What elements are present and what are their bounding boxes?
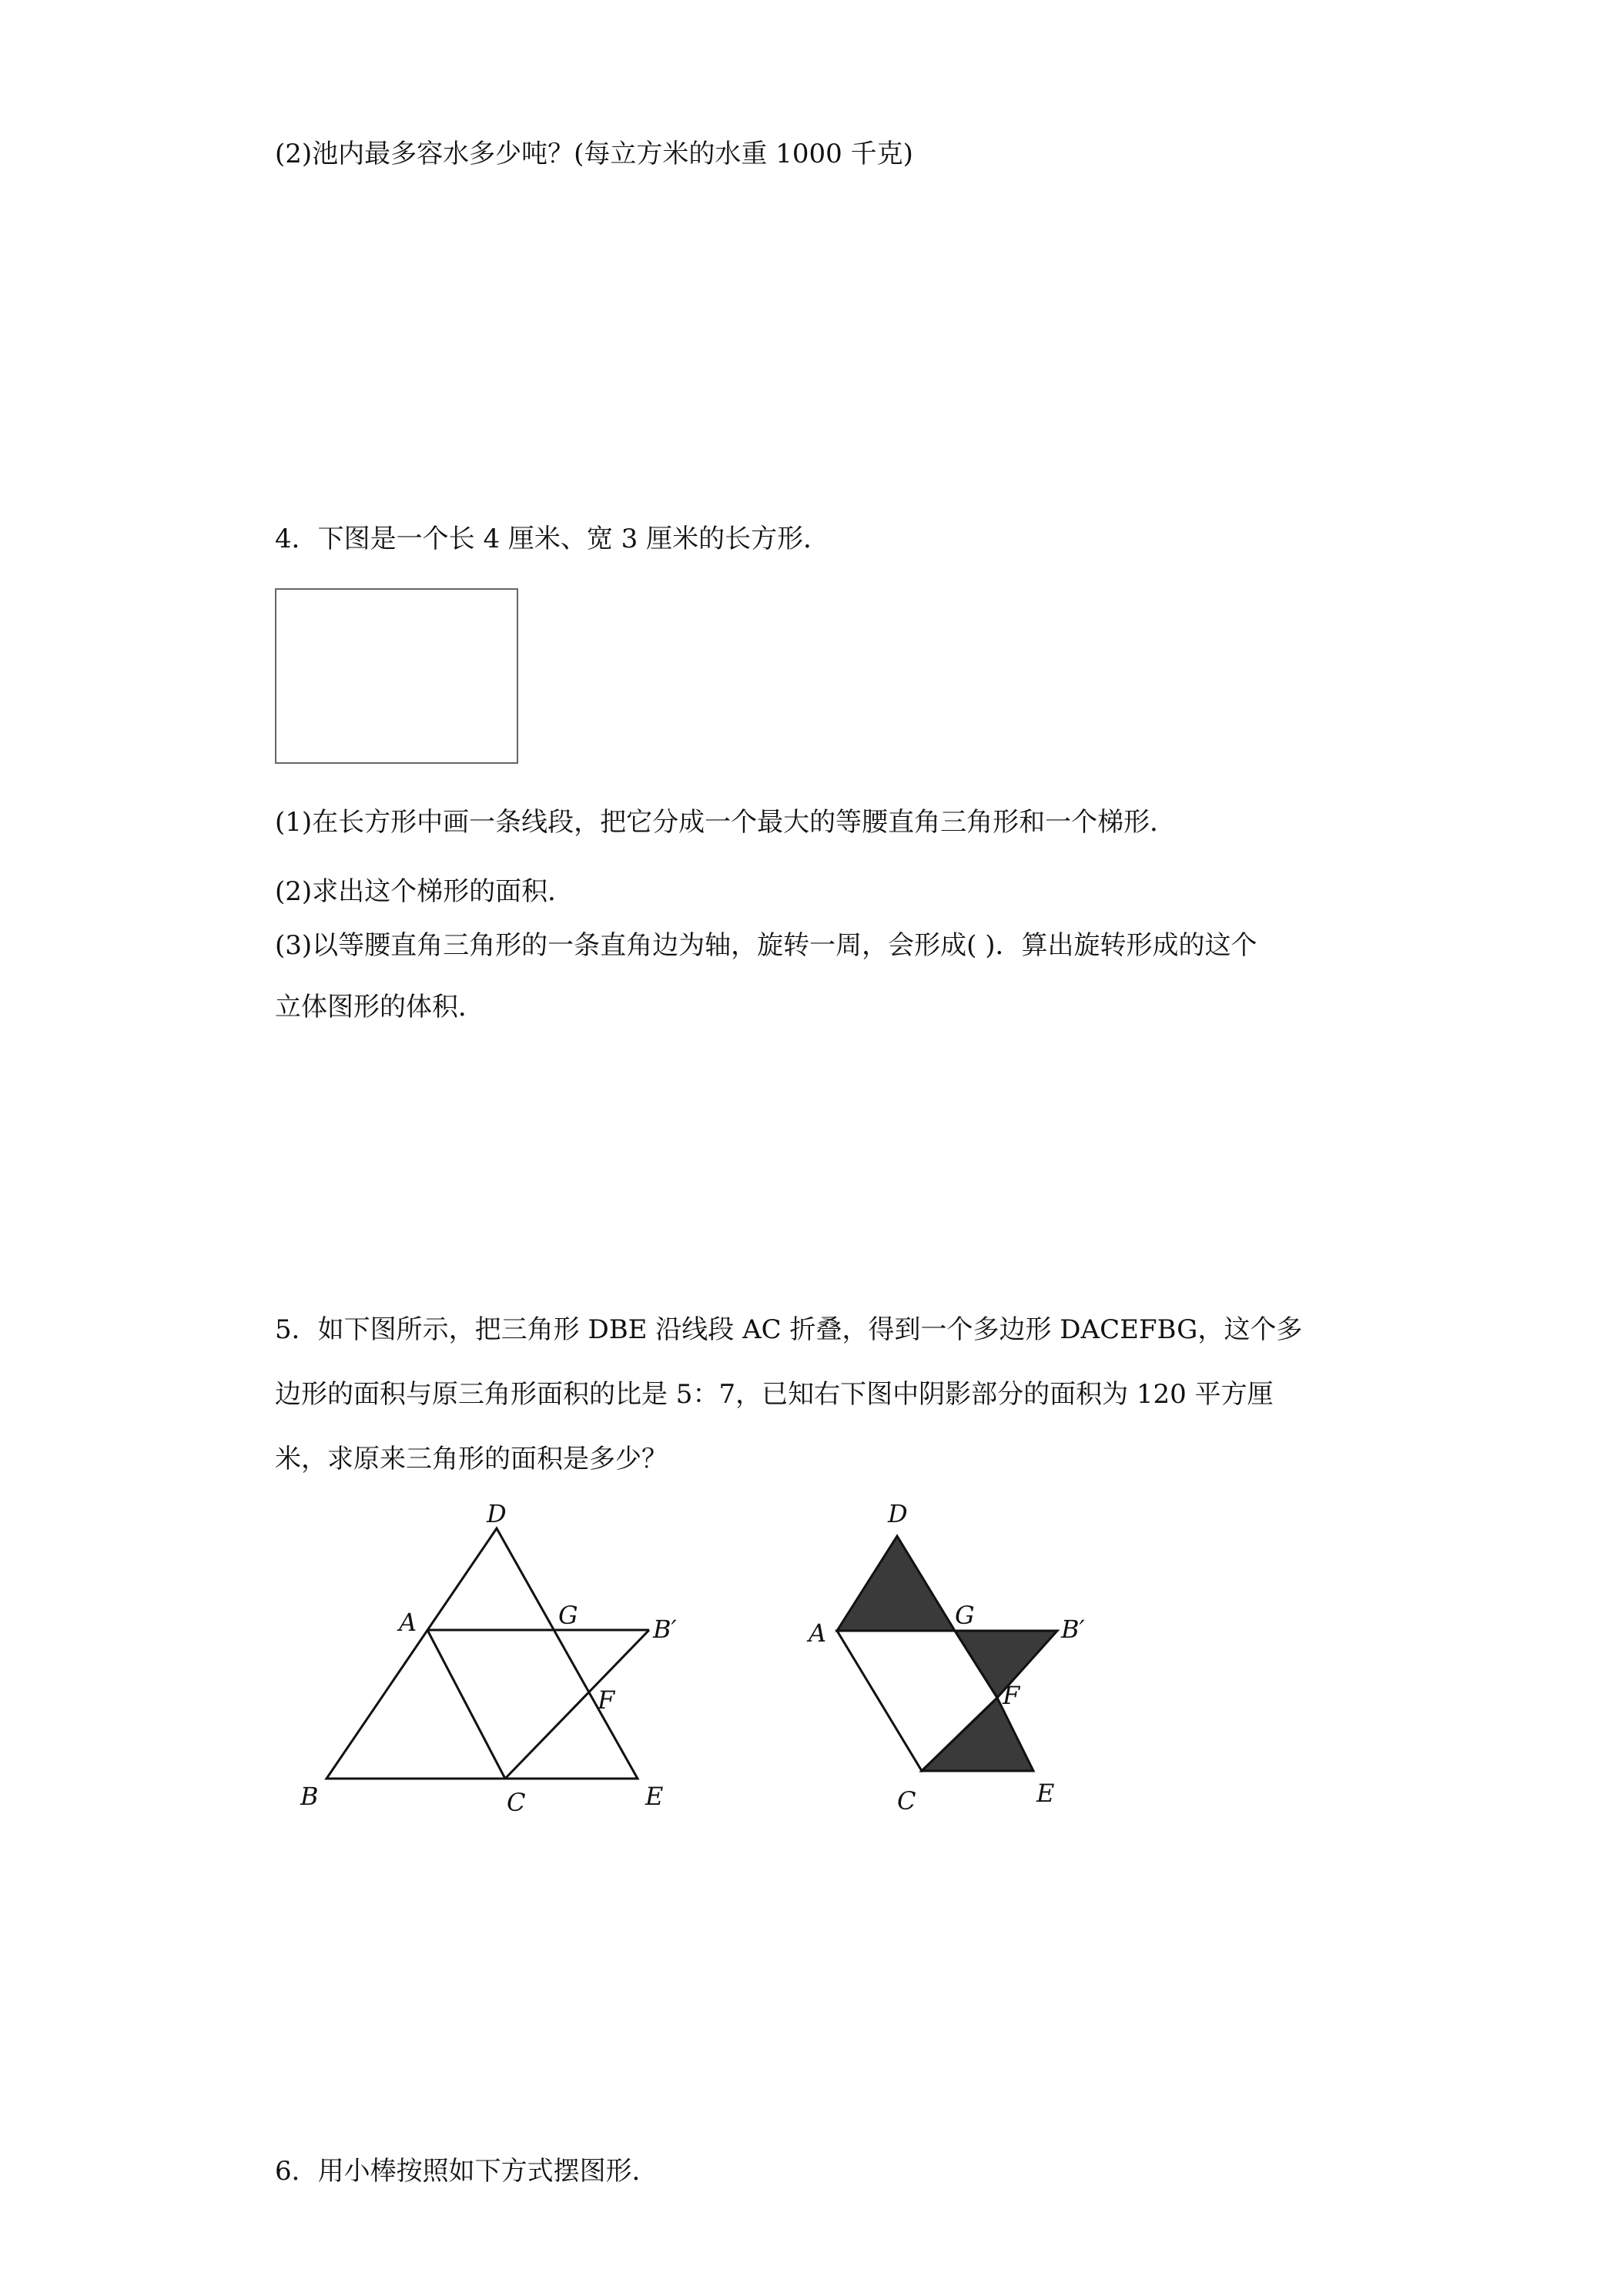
label-e: E (645, 1782, 664, 1811)
label-d: D (888, 1499, 908, 1528)
label-c: C (897, 1786, 916, 1816)
triangle-dbe (326, 1528, 638, 1779)
label-d: D (487, 1499, 507, 1528)
q3-part2-text: (2)池内最多容水多少吨？(每立方米的水重 1000 千克) (275, 139, 913, 169)
label-b-prime: B′ (1061, 1615, 1085, 1644)
q6-title: 6．用小棒按照如下方式摆图形． (275, 2156, 658, 2187)
q5-right-figure (801, 1499, 1109, 1829)
q5-left-figure (293, 1499, 724, 1829)
label-b: B (300, 1782, 319, 1811)
label-g: G (558, 1601, 578, 1630)
label-g: G (955, 1601, 975, 1630)
segment-a-c (427, 1630, 505, 1779)
q4-part2-text: (2)求出这个梯形的面积． (275, 876, 574, 907)
label-a: A (399, 1608, 417, 1637)
label-b-prime: B′ (653, 1615, 677, 1644)
label-a: A (809, 1618, 827, 1648)
label-e: E (1036, 1779, 1055, 1808)
q4-rectangle-figure (275, 588, 518, 764)
segment-c-bprime (505, 1630, 649, 1779)
q5-text-line3: 米，求原来三角形的面积是多少？ (275, 1444, 668, 1474)
q5-text-line2: 边形的面积与原三角形面积的比是 5：7，已知右下图中阴影部分的面积为 120 平方厘 (275, 1379, 1274, 1410)
q4-part3-text-line2: 立体图形的体积． (275, 992, 484, 1022)
q4-part3-text-line1: (3)以等腰直角三角形的一条直角边为轴，旋转一周，会形成( )．算出旋转形成的这个 (275, 930, 1257, 961)
q4-part1-text: (1)在长方形中画一条线段，把它分成一个最大的等腰直角三角形和一个梯形． (275, 807, 1177, 838)
shaded-triangle-dag (837, 1536, 955, 1631)
label-f: F (598, 1685, 615, 1715)
label-c: C (507, 1788, 526, 1817)
q5-text-line1: 5．如下图所示，把三角形 DBE 沿线段 AC 折叠，得到一个多边形 DACEFBG，这个多 (275, 1314, 1303, 1345)
q4-title: 4．下图是一个长 4 厘米、宽 3 厘米的长方形． (275, 524, 830, 554)
label-f: F (1003, 1681, 1020, 1710)
